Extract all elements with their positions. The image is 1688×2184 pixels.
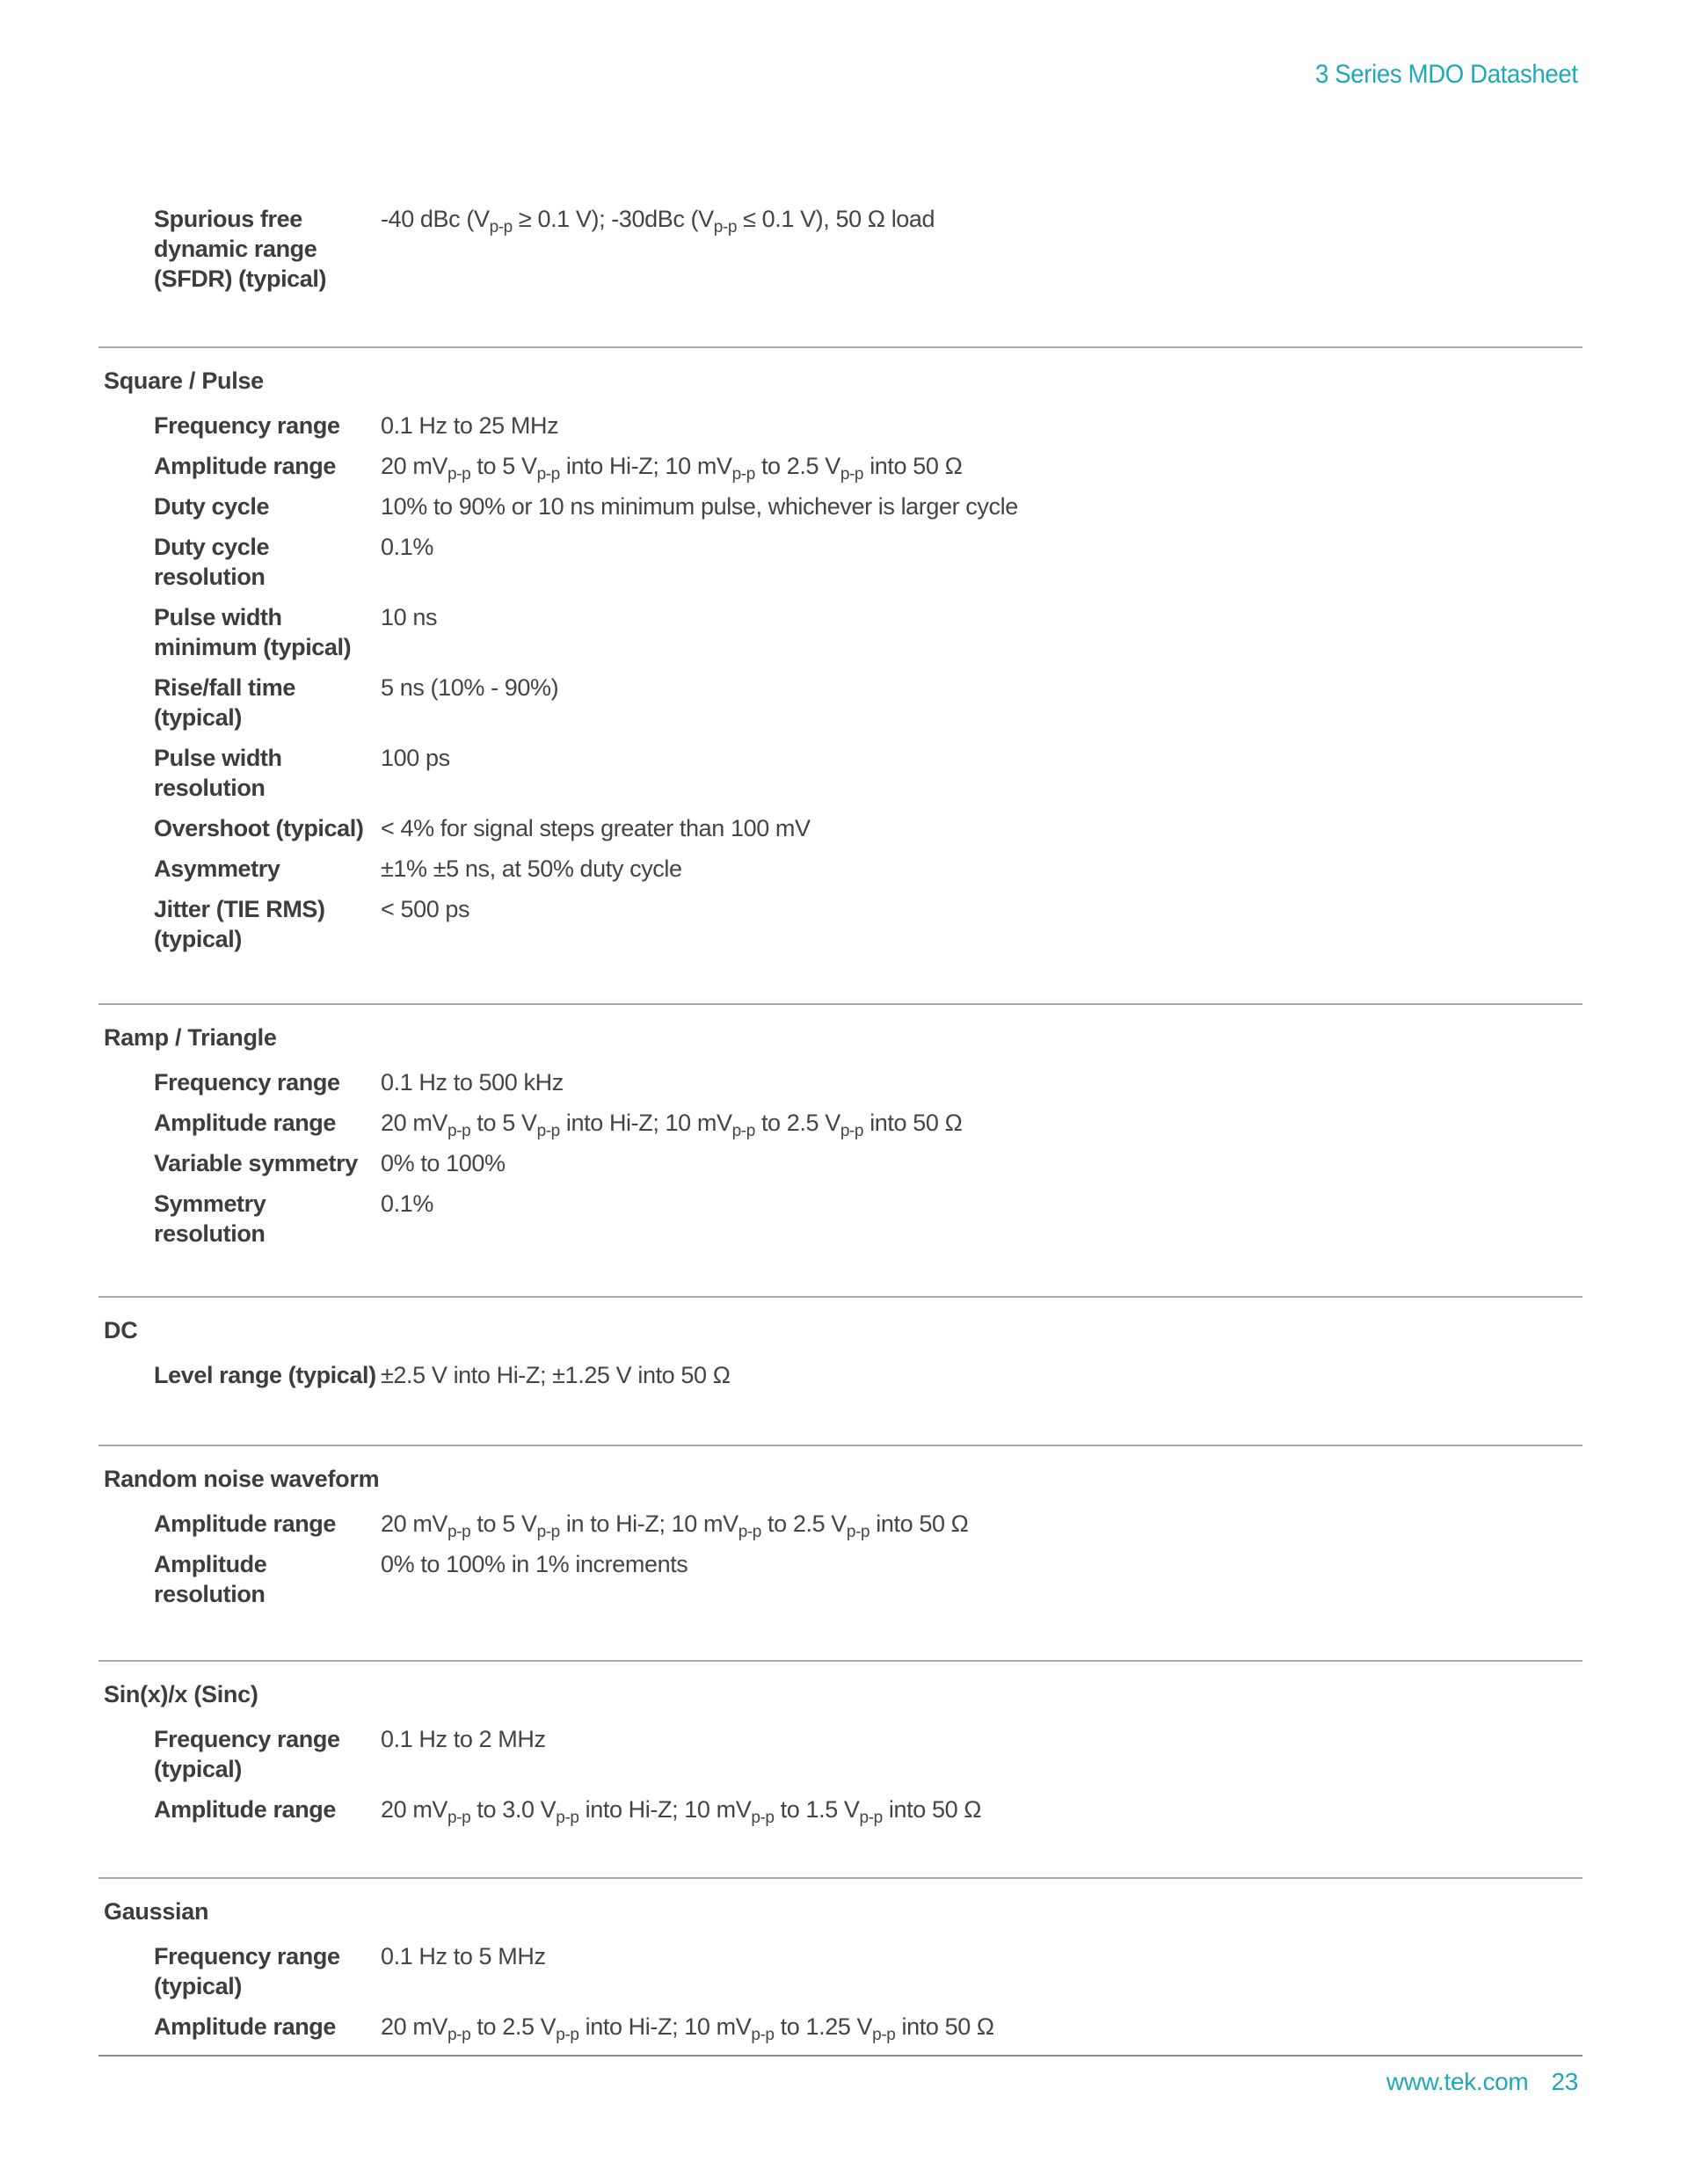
spec-row [98, 532, 1582, 592]
spec-label: Frequency range (typical) [154, 1943, 340, 1999]
spec-row [98, 1108, 1582, 1138]
spec-content [98, 202, 1582, 2052]
spec-value: 20 $mV_{p-p}$ to 2.5 $V_{p-p}$ into Hi-Z; 10 $mV_{p-p}$ to 1.25 $V_{p-p}$ into 50 Ω [381, 2013, 994, 2044]
spec-row [98, 673, 1582, 732]
section-square-pulse [98, 348, 1582, 1005]
spec-label: Level range (typical) [154, 1362, 376, 1388]
spec-value: 10% to 90% or 10 ns minimum pulse, whichever is larger cycle [381, 493, 1018, 520]
spec-rows [98, 1941, 1582, 2042]
spec-rows [98, 1724, 1582, 1827]
spec-label: Frequency range [154, 1069, 340, 1096]
section-title: Sin(x)/x (Sinc) [104, 1681, 258, 1707]
section-gaussian [98, 1879, 1582, 2042]
section-dc [98, 1298, 1582, 1446]
spec-value: 0% to 100% in 1% increments [381, 1551, 688, 1577]
spec-value: 20 $mV_{p-p}$ to 5 $V_{p-p}$ into Hi-Z; 10 $mV_{p-p}$ to 2.5 $V_{p-p}$ into 50 Ω [381, 1110, 963, 1140]
spec-label: Frequency range (typical) [154, 1726, 340, 1782]
spec-row [98, 894, 1582, 954]
spec-label: Amplitude range [154, 1110, 337, 1136]
spec-row [98, 1067, 1582, 1097]
spec-rows [98, 204, 1582, 294]
spec-label: Rise/fall time (typical) [154, 674, 295, 731]
spec-row [98, 602, 1582, 662]
spec-row [98, 451, 1582, 484]
spec-value: -40 dBc ($V_{p-p} \ge 0.1$ V); -30dBc ($V_{p-p} \le 0.1$ V), 50 Ω load [381, 206, 935, 237]
spec-value: 0.1 Hz to 25 MHz [381, 412, 559, 439]
spec-label: Overshoot (typical) [154, 815, 364, 841]
spec-label: Amplitude resolution [154, 1551, 267, 1607]
spec-value: 20 $mV_{p-p}$ to 5 $V_{p-p}$ in to Hi-Z; 10 $mV_{p-p}$ to 2.5 $V_{p-p}$ into 50 Ω [381, 1511, 969, 1541]
spec-rows [98, 411, 1582, 954]
spec-row [98, 1724, 1582, 1784]
spec-row [98, 411, 1582, 440]
spec-label: Amplitude range [154, 1511, 337, 1537]
spec-row [98, 1360, 1582, 1390]
footer-divider [98, 2055, 1582, 2057]
section-title: Ramp / Triangle [104, 1024, 277, 1051]
spec-row [98, 1189, 1582, 1249]
spec-row [98, 813, 1582, 843]
spec-label: Variable symmetry [154, 1150, 358, 1176]
section-random-noise [98, 1446, 1582, 1662]
spec-value: ±2.5 V into Hi-Z; ±1.25 V into 50 Ω [381, 1362, 731, 1388]
spec-value: 0.1 Hz to 500 kHz [381, 1069, 564, 1096]
spec-row [98, 491, 1582, 521]
spec-rows [98, 1360, 1582, 1390]
spec-value: 0% to 100% [381, 1150, 506, 1176]
spec-value: 10 ns [381, 604, 438, 630]
spec-row [98, 1941, 1582, 2001]
spec-value: 0.1 Hz to 5 MHz [381, 1943, 546, 1969]
spec-label: Amplitude range [154, 2013, 337, 2040]
spec-label: Duty cycle [154, 493, 270, 520]
spec-label: Duty cycle resolution [154, 534, 270, 590]
spec-value: 100 ps [381, 745, 450, 771]
spec-label: Pulse width resolution [154, 745, 282, 801]
page-number: 23 [1551, 2068, 1578, 2095]
spec-row [98, 1795, 1582, 1827]
spec-row [98, 1509, 1582, 1539]
spec-label: Amplitude range [154, 453, 337, 479]
footer [1386, 2068, 1578, 2096]
spec-row [98, 2012, 1582, 2042]
spec-row [98, 854, 1582, 884]
spec-label: Jitter (TIE RMS) (typical) [154, 896, 325, 952]
section-sfdr [98, 202, 1582, 348]
spec-row [98, 1549, 1582, 1609]
spec-label: Pulse width minimum (typical) [154, 604, 352, 660]
spec-label: Asymmetry [154, 855, 280, 882]
spec-value: 20 $mV_{p-p}$ to 3.0 $V_{p-p}$ into Hi-Z; 10 $mV_{p-p}$ to 1.5 $V_{p-p}$ into 50 Ω [381, 1796, 982, 1827]
spec-rows [98, 1509, 1582, 1609]
spec-value: ±1% ±5 ns, at 50% duty cycle [381, 855, 682, 882]
spec-label: Amplitude range [154, 1796, 337, 1823]
section-title: Gaussian [104, 1898, 209, 1925]
spec-value: 20 $mV_{p-p}$ to 5 $V_{p-p}$ into Hi-Z; 10 $mV_{p-p}$ to 2.5 $V_{p-p}$ into 50 Ω [381, 453, 963, 484]
spec-value: < 4% for signal steps greater than 100 mV [381, 815, 811, 841]
website-link[interactable]: www.tek.com [1386, 2068, 1529, 2095]
spec-value: 5 ns (10% - 90%) [381, 674, 559, 701]
section-ramp-triangle [98, 1005, 1582, 1298]
spec-rows [98, 1067, 1582, 1249]
section-title: DC [104, 1317, 138, 1343]
section-title: Square / Pulse [104, 368, 264, 394]
spec-label: Frequency range [154, 412, 340, 439]
section-title: Random noise waveform [104, 1466, 380, 1492]
document-title: 3 Series MDO Datasheet [1315, 60, 1578, 89]
spec-row [98, 1148, 1582, 1178]
spec-value: 0.1% [381, 534, 433, 560]
spec-value: 0.1% [381, 1190, 433, 1217]
spec-label: Spurious free dynamic range (SFDR) (typical) [154, 206, 327, 292]
spec-row [98, 743, 1582, 803]
spec-row [98, 204, 1582, 294]
section-sinc [98, 1662, 1582, 1879]
spec-value: 0.1 Hz to 2 MHz [381, 1726, 546, 1752]
spec-label: Symmetry resolution [154, 1190, 266, 1247]
spec-value: < 500 ps [381, 896, 470, 922]
